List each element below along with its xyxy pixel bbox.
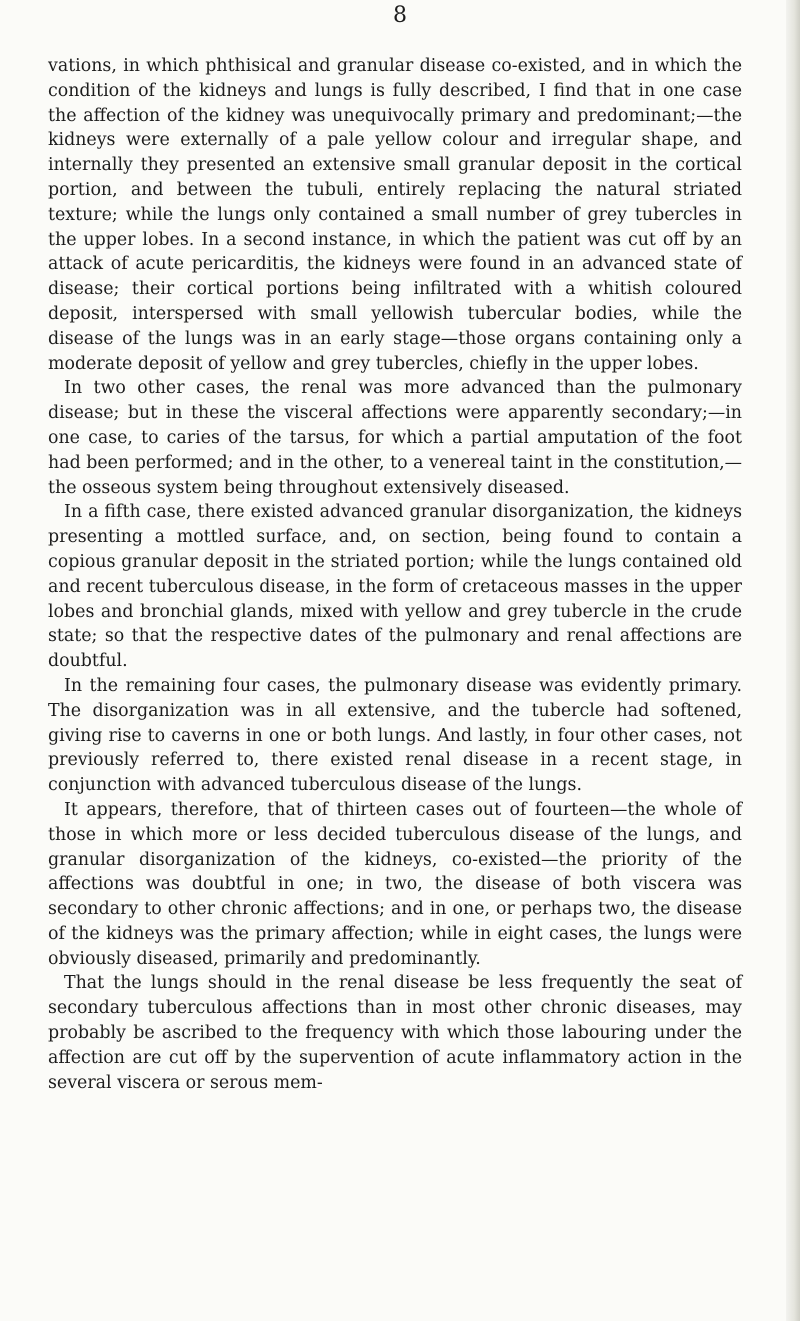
paragraph: In the remaining four cases, the pulmonary disease was evidently primary. The disorganization was in all extensive, and the tubercle had softened, giving rise to caverns in one or both lungs. And lastly, in four other cases, not previously referred to, there existed renal disease in a recent stage, in conjunction with advanced tuberculous disease of the lungs. bbox=[48, 675, 742, 796]
paragraph: That the lungs should in the renal disease be less frequently the seat of secondary tuberculous affections than in most other chronic diseases, may probably be ascribed to the frequency with which those labouring under the affection are cut off by the supervention of acute inflammatory action in the several viscera or serous mem- bbox=[48, 973, 742, 1093]
paragraph: In a fifth case, there existed advanced granular disorganization, the kidneys presenting a mottled surface, and, on section, being found to contain a copious granular deposit in the striated portion; while the lungs contained old and recent tuberculous disease, in the form of cretaceous masses in the upper lobes and bronchial glands, mixed with yellow and grey tubercle in the crude state; so that the respective dates of the pulmonary and renal affections are doubtful. bbox=[48, 502, 742, 672]
paragraph: In two other cases, the renal was more advanced than the pulmonary disease; but in these the visceral affections were apparently secondary;—in one case, to caries of the tarsus, for which a partial amputation of the foot had been performed; and in the other, to a venereal taint in the constitution,—the osseous system being throughout extensively diseased. bbox=[48, 378, 742, 498]
page-edge-shadow bbox=[786, 0, 800, 1321]
paragraph: It appears, therefore, that of thirteen cases out of fourteen—the whole of those in which more or less decided tuberculous disease of the lungs, and granular disorganization of the kidneys, co-existed—the priority of the affections was doubtful in one; in two, the disease of both viscera was secondary to other chronic affections; and in one, or perhaps two, the disease of the kidneys was the primary affection; while in eight cases, the lungs were obviously diseased, primarily and predominantly. bbox=[48, 799, 742, 969]
page-number: 8 bbox=[393, 3, 407, 28]
paragraph: vations, in which phthisical and granular disease co-existed, and in which the condition of the kidneys and lungs is fully described, I find that in one case the affection of the kidney was unequivocally primary and predominant;—the kidneys were externally of a pale yellow colour and irregular shape, and internally they presented an extensive small granular deposit in the cortical portion, and between the tubuli, entirely replacing the natural striated texture; while the lungs only contained a small number of grey tubercles in the upper lobes. In a second instance, in which the patient was cut off by an attack of acute pericarditis, the kidneys were found in an advanced state of disease; their cortical portions being infiltrated with a whitish coloured deposit, interspersed with small yellowish tubercular bodies, while the disease of the lungs was in an early stage—those organs containing only a moderate deposit of yellow and grey tubercles, chiefly in the upper lobes. bbox=[48, 56, 742, 374]
body-text bbox=[48, 54, 742, 1095]
